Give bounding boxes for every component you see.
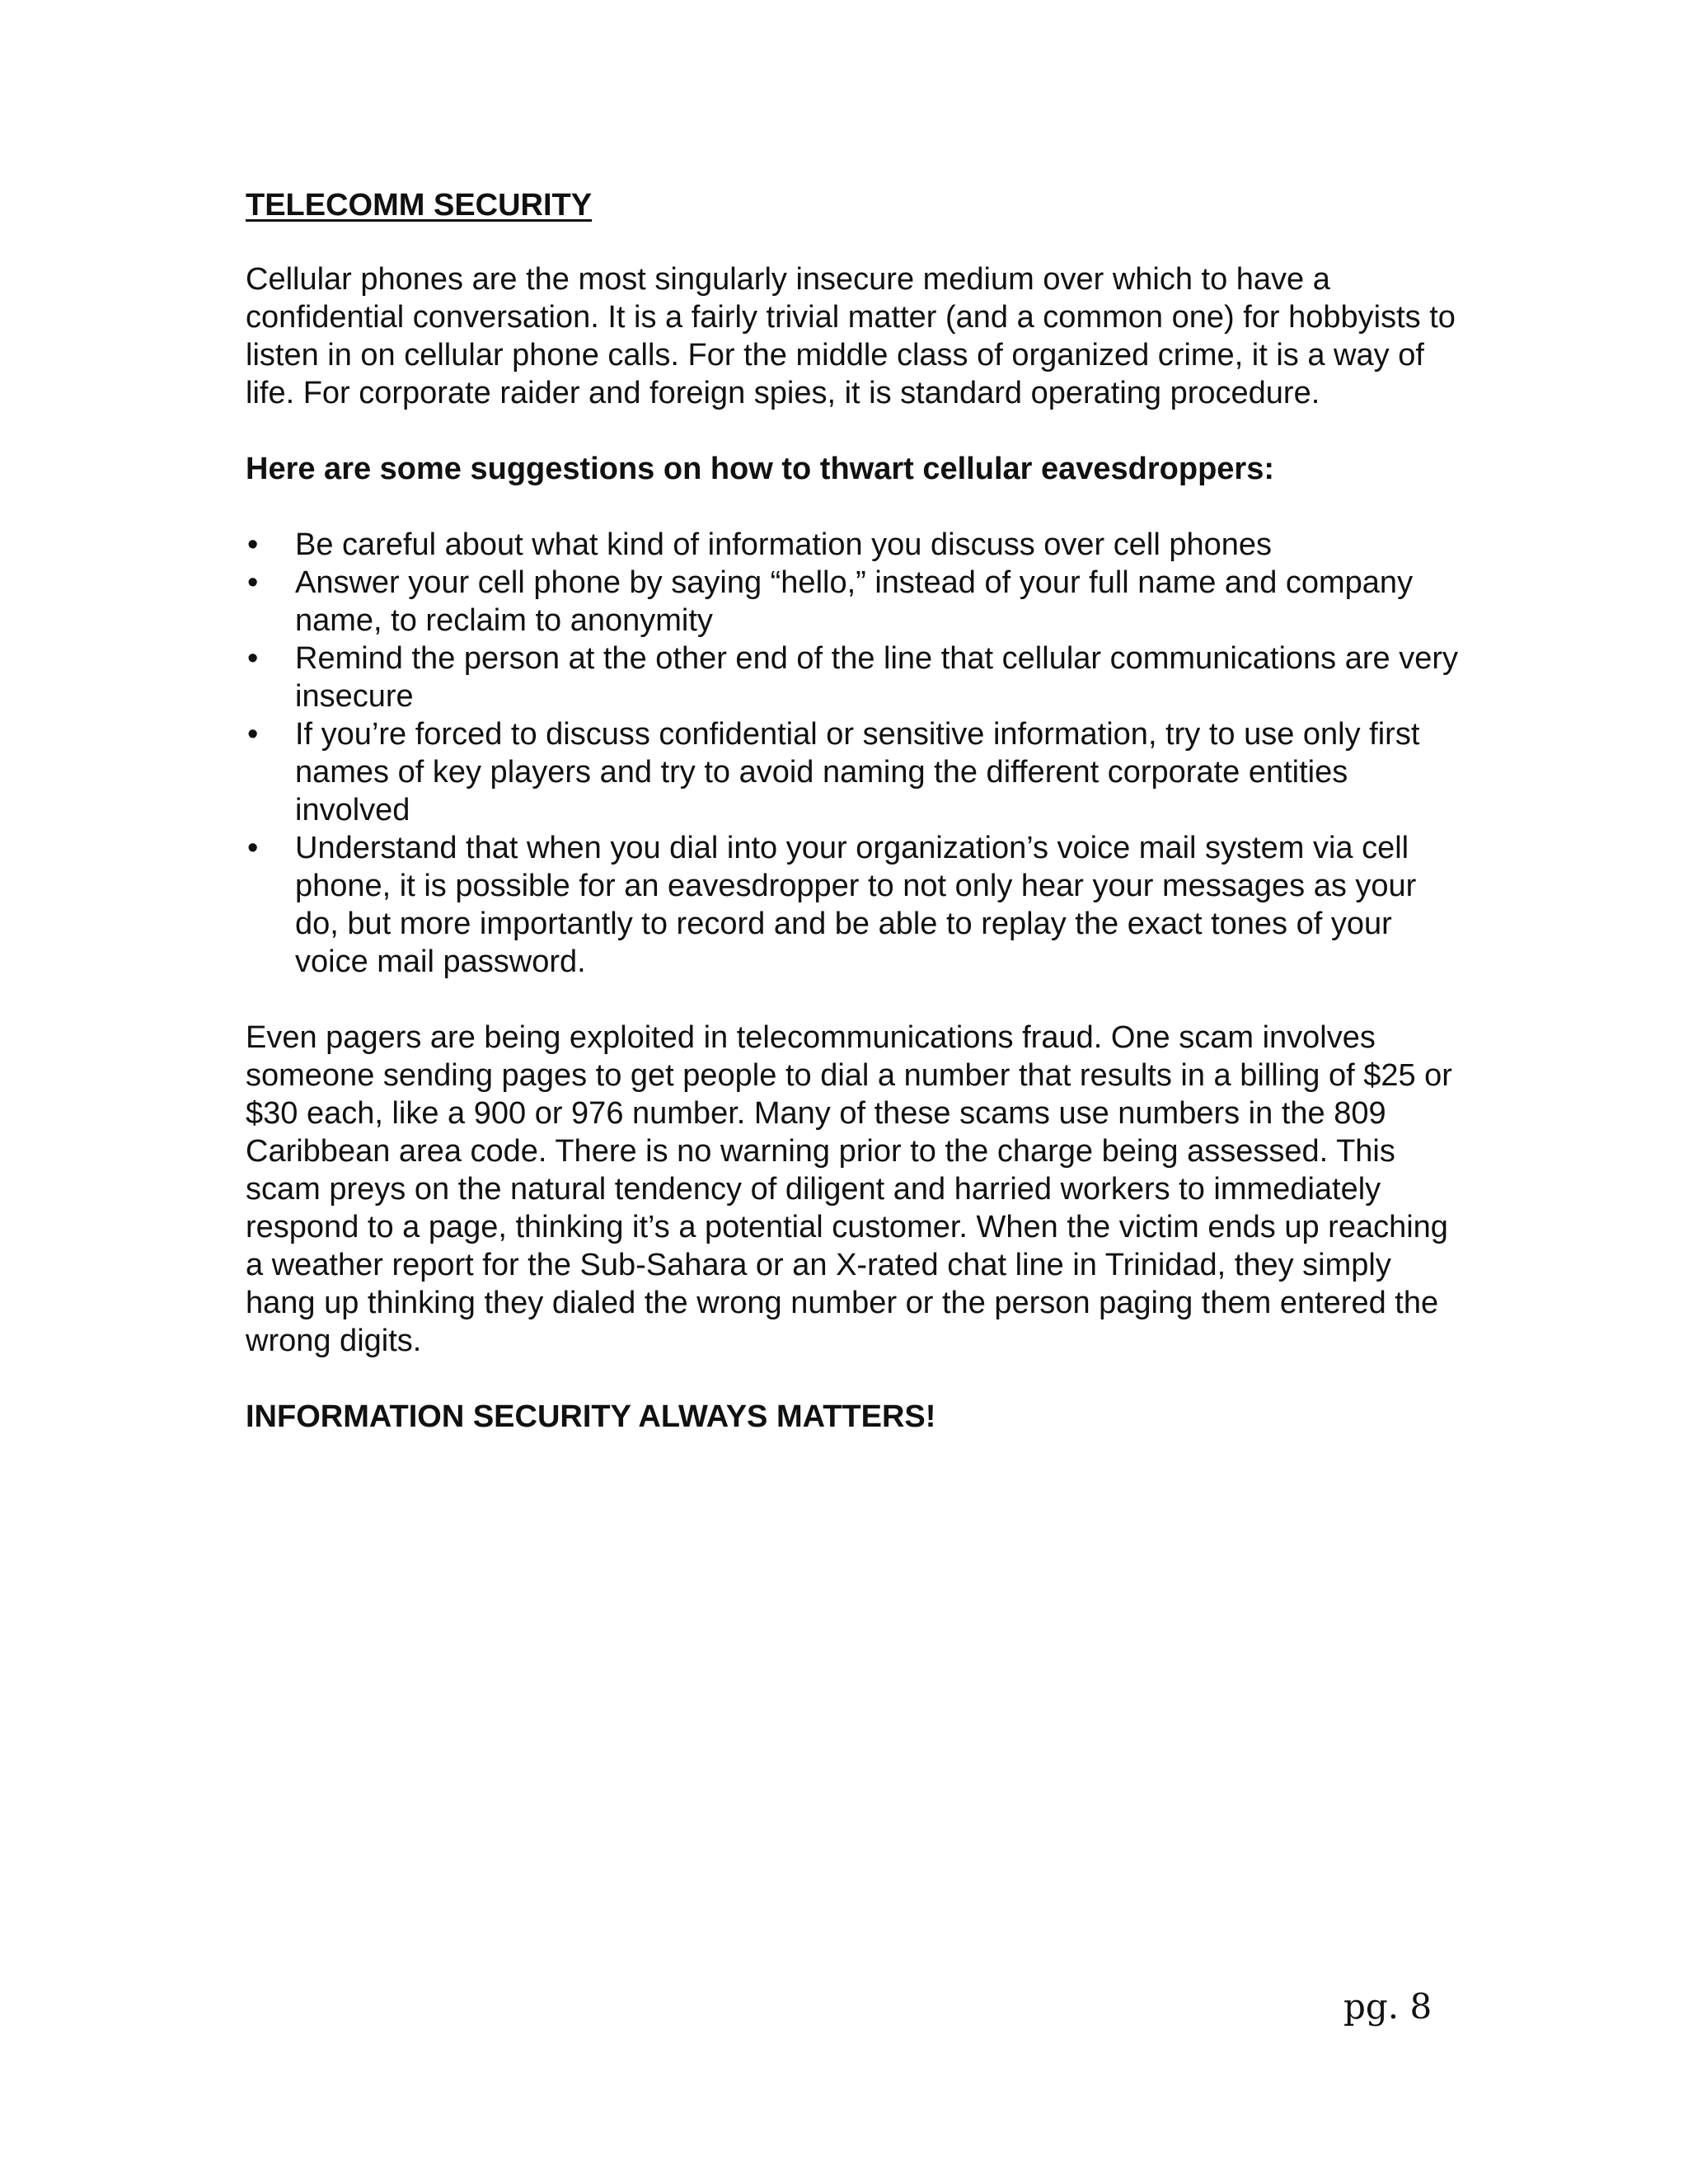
list-item — [246, 715, 1465, 829]
list-item — [246, 564, 1465, 640]
bullet-icon: • — [247, 565, 259, 600]
closing-statement: INFORMATION SECURITY ALWAYS MATTERS! — [246, 1399, 936, 1434]
list-item — [246, 640, 1465, 715]
list-item-text: Answer your cell phone by saying “hello,” instead of your full name and company name, to reclaim to anonymity — [295, 565, 1414, 638]
list-item-text: Be careful about what kind of information you discuss over cell phones — [295, 527, 1272, 562]
list-item-text: Understand that when you dial into your organization’s voice mail system via cell phone, it is possible for an eavesdropper to not only hear your messages as your do, but more importantly to record and be able to replay the exact tones of your voice mail password. — [295, 831, 1417, 979]
intro-paragraph: Cellular phones are the most singularly insecure medium over which to have a confidential conversation. It is a fairly trivial matter (and a common one) for hobbyists to listen in on cellular phone calls. For the middle class of organized crime, it is a way of life. For corporate raider and foreign spies, it is standard operating procedure. — [246, 262, 1456, 410]
suggestions-heading: Here are some suggestions on how to thwart cellular eavesdroppers: — [246, 452, 1275, 486]
list-item — [246, 829, 1465, 981]
page-title: TELECOMM SECURITY — [246, 188, 593, 223]
page-content — [246, 186, 1465, 1436]
bullet-icon: • — [247, 717, 259, 752]
bullet-icon: • — [247, 831, 259, 865]
list-item-text: If you’re forced to discuss confidential or sensitive information, try to use only first names of key players and try to avoid naming the different corporate entities involved — [295, 717, 1420, 827]
page-number: pg. 8 — [1343, 1986, 1432, 2027]
bullet-icon: • — [247, 527, 259, 562]
list-item — [246, 526, 1465, 564]
bullet-icon: • — [247, 641, 259, 676]
list-item-text: Remind the person at the other end of the line that cellular communications are very insecure — [295, 641, 1458, 714]
pagers-paragraph: Even pagers are being exploited in telecommunications fraud. One scam involves someone sending pages to get people to dial a number that results in a billing of $25 or $30 each, like a 900 or 976 number. Many of these scams use numbers in the 809 Caribbean area code. There is no warning prior to the charge being assessed. This scam preys on the natural tendency of diligent and harried workers to immediately respond to a page, thinking it’s a potential customer. When the victim ends up reaching a weather report for the Sub-Sahara or an X-rated chat line in Trinidad, they simply hang up thinking they dialed the wrong number or the person paging them entered the wrong digits. — [246, 1020, 1452, 1358]
suggestions-list — [246, 526, 1465, 981]
